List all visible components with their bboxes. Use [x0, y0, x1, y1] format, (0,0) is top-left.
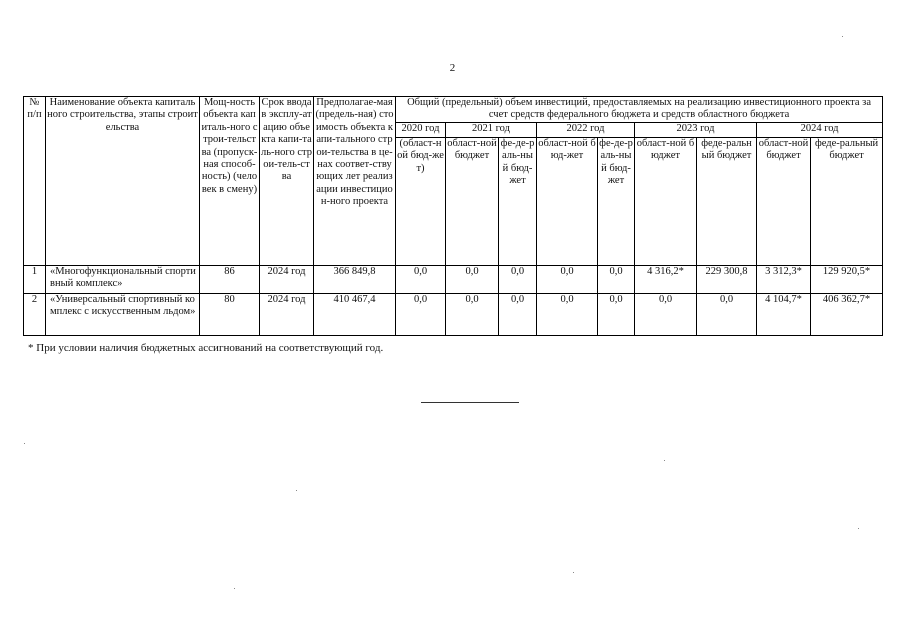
table-row	[24, 293, 883, 335]
scan-speck	[858, 528, 859, 529]
cell-term: 2024 год	[260, 265, 314, 293]
header-budget: феде-ральный бюджет	[697, 137, 757, 265]
header-term: Срок ввода в эксплу-атацию объекта капи-таль-ного строи-тель-ства	[260, 97, 314, 266]
cell-value: 0,0	[396, 293, 446, 335]
cell-cost: 366 849,8	[314, 265, 396, 293]
cell-value: 0,0	[446, 293, 499, 335]
header-budget: фе-де-раль-ный бюд-жет	[499, 137, 537, 265]
cell-value: 0,0	[499, 265, 537, 293]
investment-table	[23, 96, 883, 336]
cell-value: 0,0	[598, 265, 635, 293]
scan-speck	[664, 460, 665, 461]
header-name: Наименование объекта капитального строительства, этапы строительства	[46, 97, 200, 266]
cell-capacity: 86	[200, 265, 260, 293]
cell-value: 0,0	[537, 265, 598, 293]
cell-value: 129 920,5*	[811, 265, 883, 293]
cell-name: «Многофункциональный спортивный комплекс»	[46, 265, 200, 293]
cell-value: 229 300,8	[697, 265, 757, 293]
cell-num: 2	[24, 293, 46, 335]
cell-value: 0,0	[697, 293, 757, 335]
header-budget: (област-ной бюд-жет)	[396, 137, 446, 265]
header-budget: област-ной бюд-жет	[537, 137, 598, 265]
scan-speck	[296, 490, 297, 491]
header-year-2020: 2020 год	[396, 122, 446, 137]
cell-num: 1	[24, 265, 46, 293]
separator-line	[421, 402, 519, 403]
table-row	[24, 265, 883, 293]
header-budget: област-ной бюджет	[635, 137, 697, 265]
cell-term: 2024 год	[260, 293, 314, 335]
cell-cost: 410 467,4	[314, 293, 396, 335]
footnote: * При условии наличия бюджетных ассигнований на соответствующий год.	[28, 342, 384, 354]
header-year-2022: 2022 год	[537, 122, 635, 137]
cell-value: 406 362,7*	[811, 293, 883, 335]
header-year-2024: 2024 год	[757, 122, 883, 137]
cell-value: 0,0	[537, 293, 598, 335]
cell-value: 0,0	[396, 265, 446, 293]
header-num: № п/п	[24, 97, 46, 266]
header-budget: фе-де-раль-ный бюд-жет	[598, 137, 635, 265]
table-header-row	[24, 97, 883, 123]
header-budget: област-ной бюджет	[757, 137, 811, 265]
header-budget: област-ной бюджет	[446, 137, 499, 265]
cell-name: «Универсальный спортивный комплекс с искусственным льдом»	[46, 293, 200, 335]
header-budget: феде-ральный бюджет	[811, 137, 883, 265]
cell-capacity: 80	[200, 293, 260, 335]
scan-speck	[24, 443, 25, 444]
header-year-2021: 2021 год	[446, 122, 537, 137]
cell-value: 4 316,2*	[635, 265, 697, 293]
cell-value: 0,0	[635, 293, 697, 335]
scan-speck	[573, 572, 574, 573]
cell-value: 0,0	[499, 293, 537, 335]
header-investment-group: Общий (предельный) объем инвестиций, предоставляемых на реализацию инвестиционного проекта за счет средств федерального бюджета и средств областного бюджета	[396, 97, 883, 123]
cell-value: 0,0	[598, 293, 635, 335]
header-cost: Предполагае-мая (предель-ная) стоимость объекта капи-тального строи-тельства в це-нах соответ-ствующих лет реализации инвестицион-ного проекта	[314, 97, 396, 266]
page-number: 2	[449, 62, 456, 74]
cell-value: 4 104,7*	[757, 293, 811, 335]
cell-value: 3 312,3*	[757, 265, 811, 293]
scan-speck	[842, 36, 843, 37]
scan-speck	[234, 588, 235, 589]
header-capacity: Мощ-ность объекта капиталь-ного строи-тельства (пропуск-ная способ-ность) (человек в смену)	[200, 97, 260, 266]
header-year-2023: 2023 год	[635, 122, 757, 137]
cell-value: 0,0	[446, 265, 499, 293]
